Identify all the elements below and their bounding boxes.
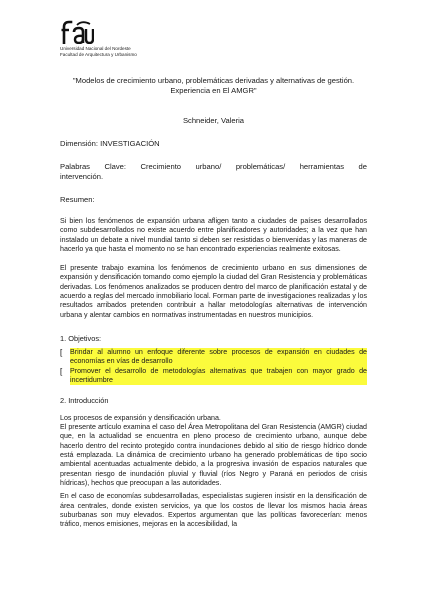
introduction-subheading: Los procesos de expansión y densificación urbana. xyxy=(60,414,221,423)
abstract-heading: Resumen: xyxy=(60,195,95,204)
objective-item xyxy=(60,348,367,367)
abstract-paragraph-2: El presente trabajo examina los fenómenos de crecimiento urbano en sus dimensiones de expansión y densificación tomando como ejemplo la ciudad del Gran Resistencia y problemáticas derivadas. Los fenómenos analizados se producen dentro del marco de planificación estatal y de acuerdo a reglas del mercado inmobiliario local. Forman parte de investigaciones realizadas y los resultados arribados pretenden contribuir a hallar metodologías alternativas de intervención urbana y alentar cambios en normativas instrumentadas en nuestros municipios. xyxy=(60,264,367,319)
objective-text: Promover el desarrollo de metodologías alternativas que trabajen con mayor grado de incertidumbre xyxy=(70,366,367,384)
objectives-list xyxy=(60,348,367,385)
bracket-bullet-icon: [ xyxy=(60,366,63,376)
dimension-line: Dimensión: INVESTIGACIÓN xyxy=(60,139,160,148)
keywords-line-1: Palabras Clave: Crecimiento urbano/ problemáticas/ herramientas de xyxy=(60,162,367,171)
abstract-paragraph-1: Si bien los fenómenos de expansión urbana afligen tanto a ciudades de países desarrollados como subdesarrollados no existe acuerdo entre planificadores y autoridades; a la vez que han instalado un debate a nivel mundial tanto si deben ser resistidas o bienvenidas y las maneras de hacerlo ya que hasta el momento no se han encontrado experiencias realmente exitosas. xyxy=(60,217,367,253)
author: Schneider, Valeria xyxy=(182,116,245,125)
fau-logo xyxy=(60,18,367,44)
keywords xyxy=(60,162,367,182)
keywords-line-2: intervención. xyxy=(60,172,104,181)
objective-item xyxy=(60,367,367,386)
institution-line-1: Universidad Nacional del Nordeste xyxy=(60,46,131,51)
introduction-paragraph-2: En el caso de economías subdesarrolladas, especialistas sugieren insistir en la densificación de área centrales, donde existen servicios, ya que los costos de llevar los mismos hacia áreas suburbanas son muy elevados. Expertos argumentan que las políticas favorecerían: menos tráfico, menos emisiones, mejoras en la accesibilidad, la xyxy=(60,492,367,529)
document-title: "Modelos de crecimiento urbano, problemáticas derivadas y alternativas de gestión. Experiencia en El AMGR" xyxy=(72,76,355,95)
bracket-bullet-icon: [ xyxy=(60,347,63,357)
header xyxy=(60,18,367,58)
fau-logo-mark xyxy=(60,18,94,44)
objectives-heading: 1. Objetivos: xyxy=(60,333,102,343)
introduction-heading: 2. Introducción xyxy=(60,396,109,406)
introduction-paragraph-1: El presente artículo examina el caso del Área Metropolitana del Gran Resistencia (AMGR) ciudad que, en la actualidad se encuentra en pleno proceso de crecimiento urbano, aunque debe hacerlo dentro del recinto protegido contra inundaciones debido al sitio de riesgo hídrico donde está emplazada. La dinámica de crecimiento urbano ha generado problemáticas de tipo socio ambiental acentuadas actualmente debido, a la progresiva invasión de espacios naturales que presentan riesgo de inundación pluvial y fluvial (ríos Negro y Paraná en periodos de crisis hídricas), hechos que preocupan a las autoridades. xyxy=(60,423,367,487)
institution-line-2: Facultad de Arquitectura y Urbanismo xyxy=(60,52,137,57)
objective-text: Brindar al alumno un enfoque diferente sobre procesos de expansión en ciudades de economías en vías de desarrollo xyxy=(70,347,367,366)
